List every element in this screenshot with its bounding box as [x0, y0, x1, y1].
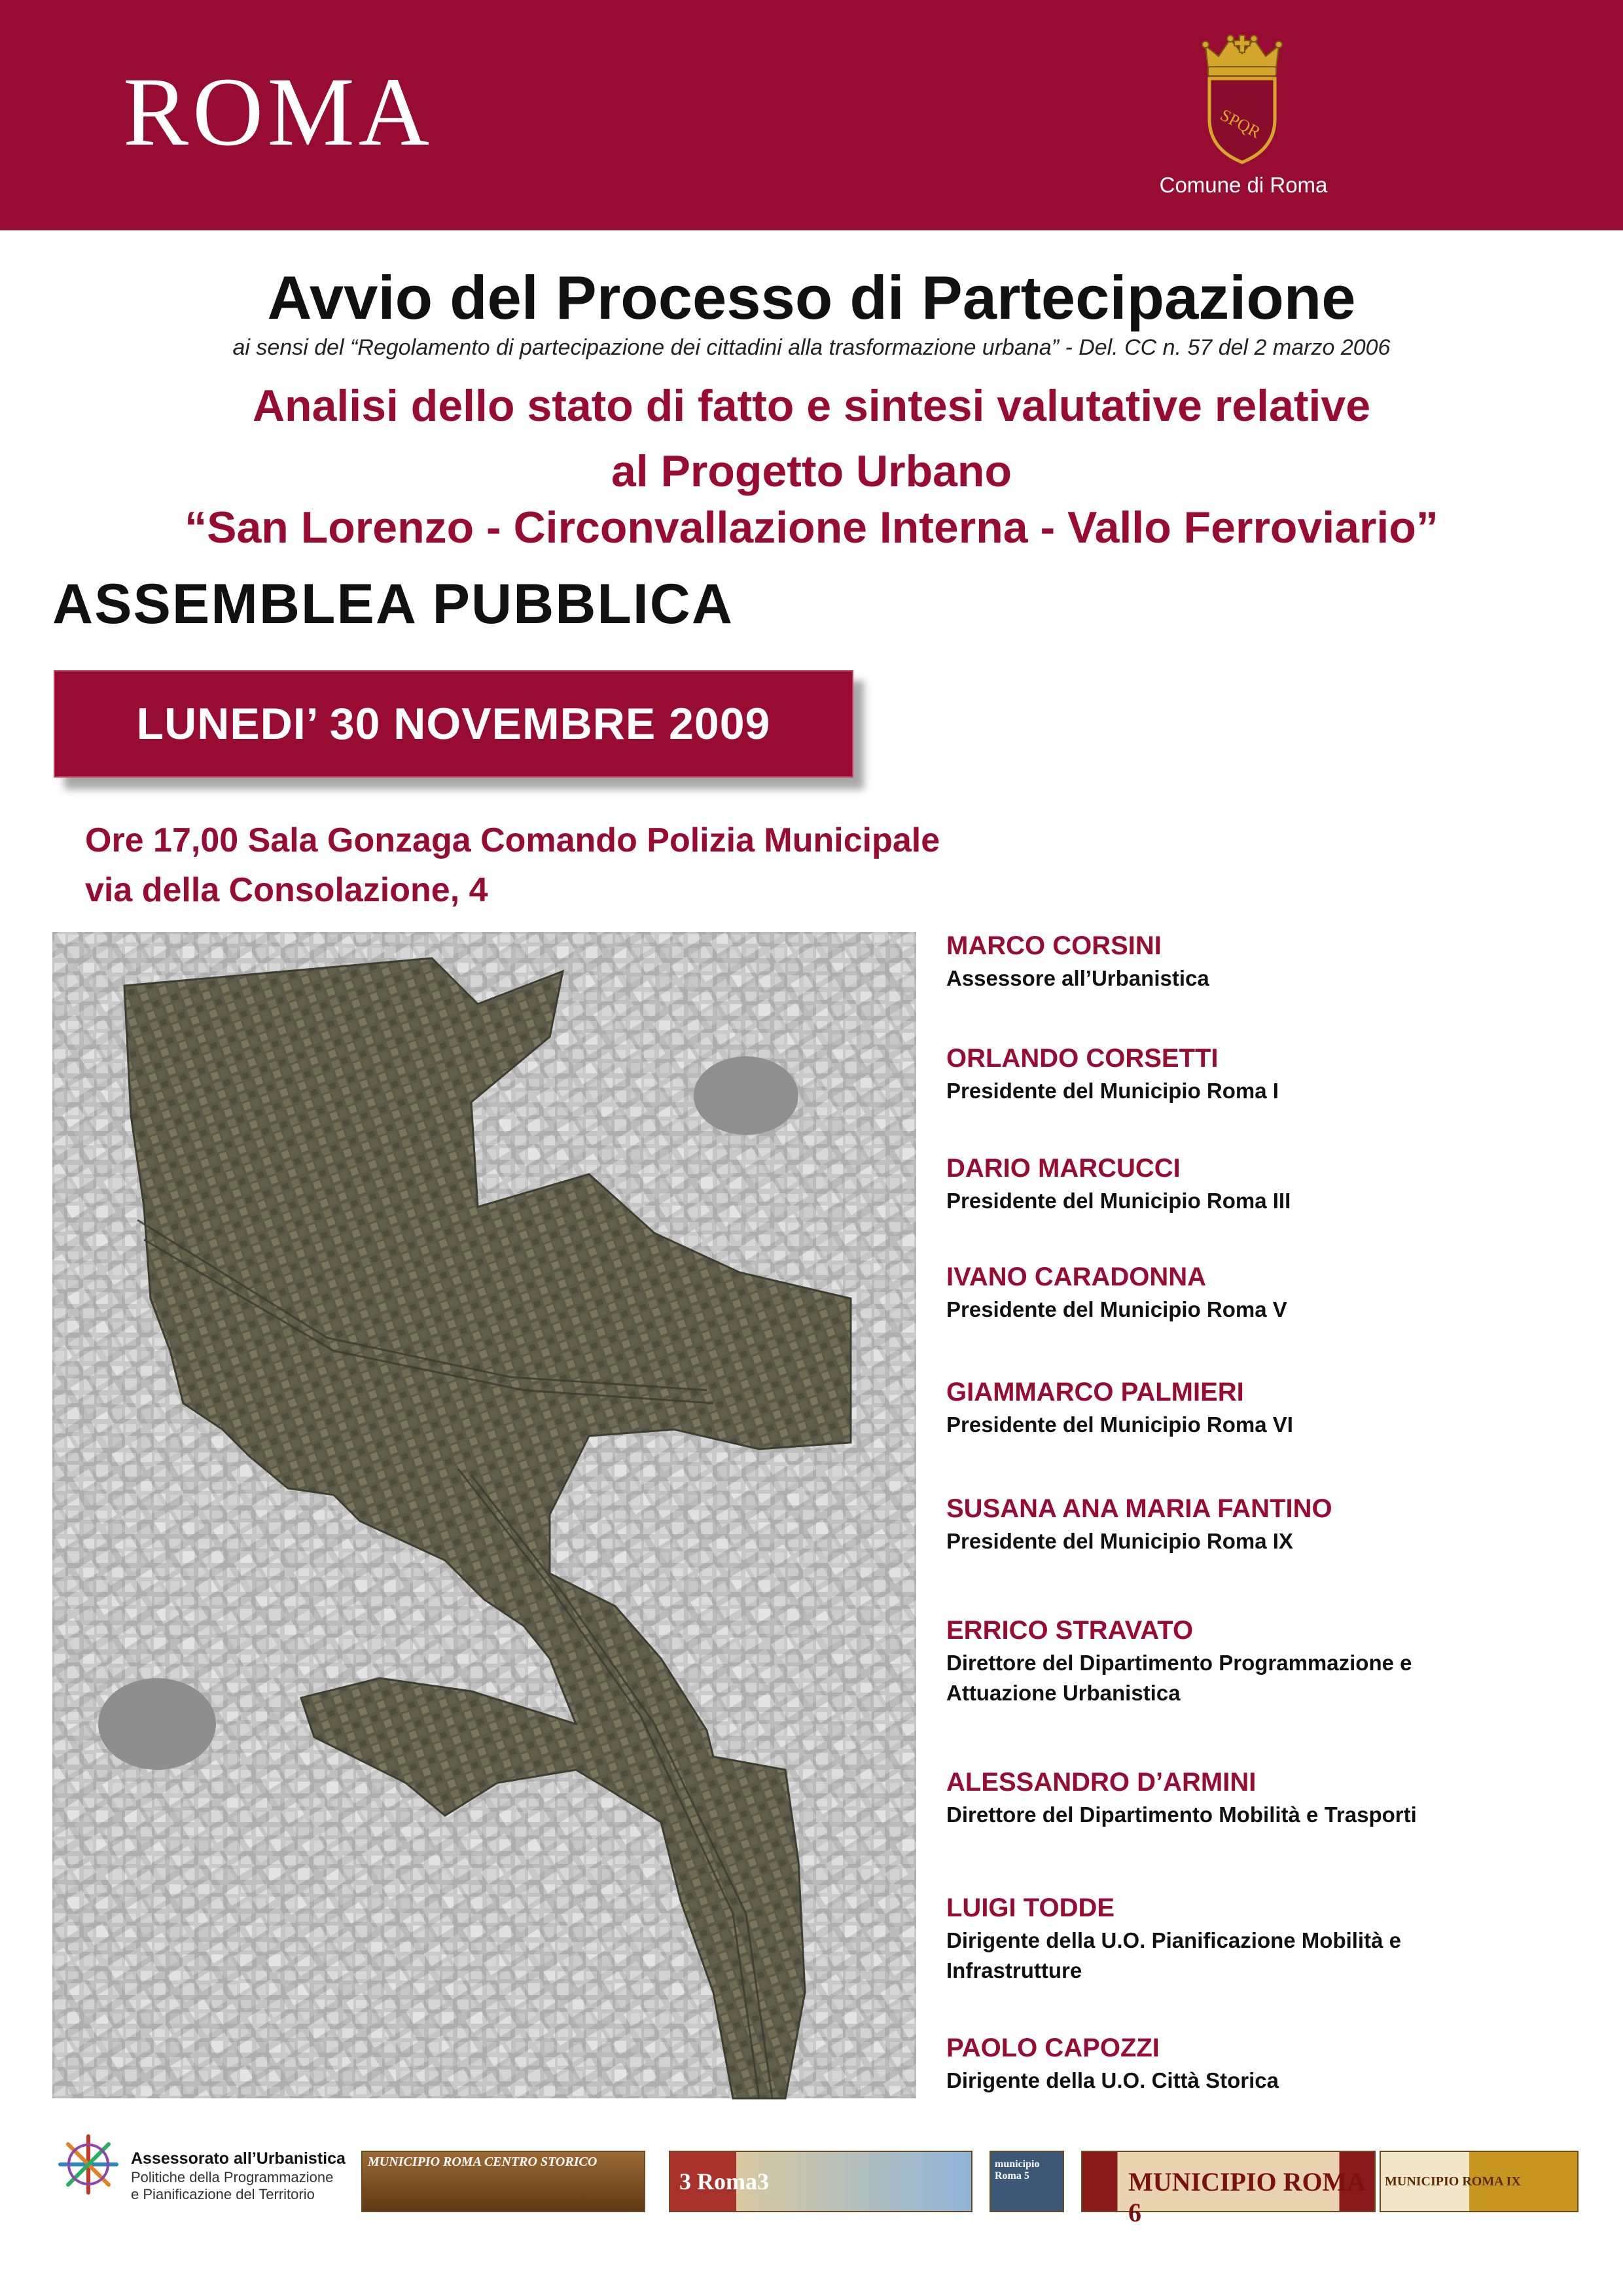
- municipio-9-logo: [1380, 2151, 1578, 2212]
- speaker-name: PAOLO CAPOZZI: [946, 2034, 1160, 2062]
- municipio-centro-storico-logo: [361, 2151, 645, 2212]
- project-title-line-2: al Progetto Urbano: [611, 446, 1012, 496]
- speaker-item: [946, 1374, 1601, 1491]
- speaker-item: [946, 1613, 1601, 1765]
- main-title: Avvio del Processo di Partecipazione: [267, 263, 1356, 332]
- roma-wordmark: ROMA: [123, 58, 434, 166]
- speaker-item: [946, 1890, 1601, 2030]
- speaker-item: [946, 1041, 1601, 1151]
- project-title-line-3: “San Lorenzo - Circonvallazione Interna - Vallo Ferroviario”: [185, 503, 1438, 552]
- speaker-name: SUSANA ANA MARIA FANTINO: [946, 1494, 1332, 1523]
- event-date-box: [54, 670, 853, 778]
- project-title-line-1: Analisi dello stato di fatto e sintesi valutative relative: [252, 381, 1371, 431]
- spqr-crest-icon: [1196, 34, 1288, 165]
- speaker-item: [946, 1151, 1601, 1259]
- municipio-logo-label: MUNICIPIO ROMA IX: [1385, 2174, 1521, 2189]
- event-type-heading: ASSEMBLEA PUBBLICA: [52, 573, 734, 636]
- assessorato-subtitle: e Pianificazione del Territorio: [131, 2186, 315, 2202]
- municipio-3-logo: [669, 2151, 972, 2212]
- municipio-logo-label: 3 Roma3: [679, 2168, 769, 2195]
- event-date: LUNEDI’ 30 NOVEMBRE 2009: [136, 699, 771, 749]
- comune-di-roma-label: Comune di Roma: [1159, 173, 1328, 197]
- assessorato-logo-icon: [52, 2128, 124, 2200]
- regulation-subtitle: ai sensi del “Regolamento di partecipazione dei cittadini alla trasformazione urbana” - Del. CC n. 57 del 2 marzo 2006: [232, 335, 1391, 360]
- speaker-role: Presidente del Municipio Roma I: [946, 1079, 1279, 1103]
- speaker-name: LUIGI TODDE: [946, 1893, 1115, 1922]
- event-address: via della Consolazione, 4: [85, 871, 488, 909]
- speaker-item: [946, 928, 1601, 1041]
- svg-text:SPQR: SPQR: [1217, 105, 1264, 142]
- speaker-item: [946, 1765, 1601, 1890]
- speaker-role: Attuazione Urbanistica: [946, 1681, 1181, 1705]
- assessorato-title: Assessorato all’Urbanistica: [131, 2149, 346, 2168]
- speaker-name: IVANO CARADONNA: [946, 1263, 1207, 1291]
- municipio-logo-label: MUNICIPIO ROMA CENTRO STORICO: [368, 2155, 597, 2169]
- speaker-name: ORLANDO CORSETTI: [946, 1044, 1219, 1073]
- speaker-role: Presidente del Municipio Roma VI: [946, 1412, 1293, 1437]
- speaker-role: Assessore all’Urbanistica: [946, 966, 1209, 990]
- municipio-5-logo: [990, 2151, 1064, 2212]
- municipio-logo-label: municipio Roma 5: [995, 2159, 1040, 2181]
- event-time-place: Ore 17,00 Sala Gonzaga Comando Polizia Municipale: [85, 821, 940, 859]
- municipio-logo-label: MUNICIPIO ROMA 6: [1128, 2167, 1365, 2227]
- assessorato-subtitle: Politiche della Programmazione: [131, 2169, 334, 2185]
- speaker-role: Presidente del Municipio Roma V: [946, 1297, 1287, 1321]
- speaker-role: Dirigente della U.O. Pianificazione Mobilità e: [946, 1928, 1401, 1952]
- speaker-role: Direttore del Dipartimento Programmazione e: [946, 1651, 1412, 1675]
- municipio-6-logo: [1081, 2151, 1376, 2227]
- speaker-item: [946, 1259, 1601, 1374]
- aerial-map-image: [52, 932, 916, 2098]
- speaker-name: ALESSANDRO D’ARMINI: [946, 1768, 1257, 1797]
- speaker-role: Presidente del Municipio Roma IX: [946, 1529, 1293, 1553]
- speaker-role: Dirigente della U.O. Città Storica: [946, 2068, 1279, 2092]
- speaker-name: ERRICO STRAVATO: [946, 1616, 1194, 1645]
- speaker-name: MARCO CORSINI: [946, 931, 1162, 960]
- speaker-role: Direttore del Dipartimento Mobilità e Trasporti: [946, 1803, 1417, 1827]
- speaker-item: [946, 1491, 1601, 1613]
- speaker-name: DARIO MARCUCCI: [946, 1154, 1181, 1183]
- speaker-item: [946, 2030, 1601, 2096]
- speaker-list: [946, 928, 1601, 2096]
- speaker-name: GIAMMARCO PALMIERI: [946, 1378, 1244, 1407]
- speaker-role: Infrastrutture: [946, 1958, 1082, 1982]
- speaker-role: Presidente del Municipio Roma III: [946, 1189, 1291, 1213]
